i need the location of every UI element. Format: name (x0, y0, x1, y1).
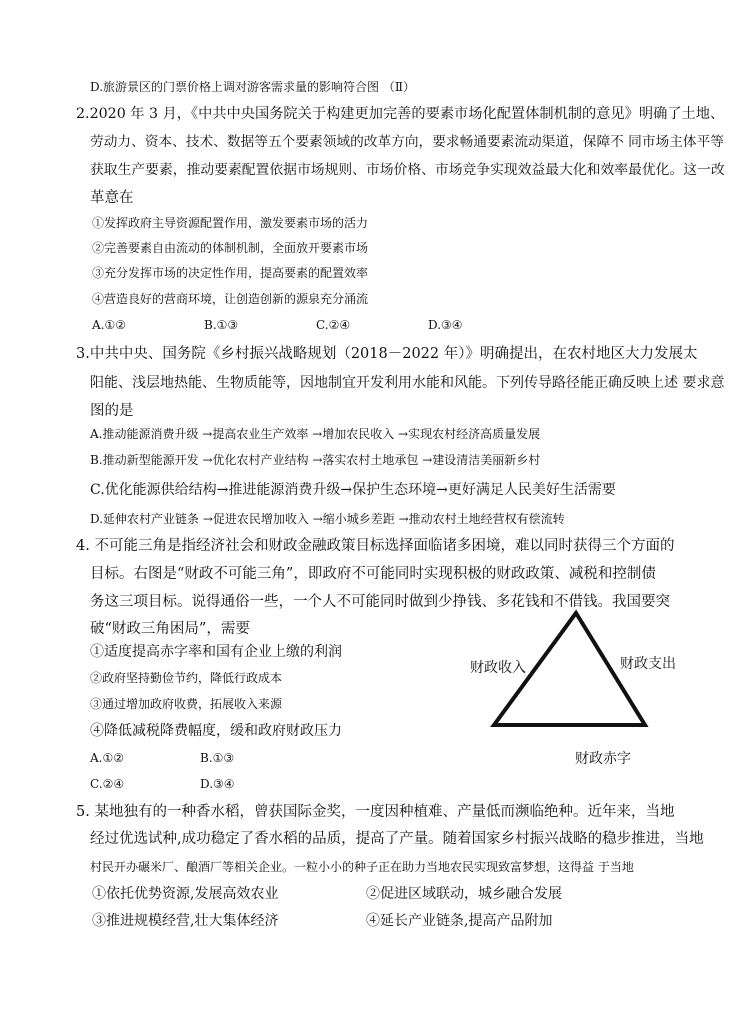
q2-option-a: A.①② (92, 318, 126, 332)
q2-stem-line-4: 革意在 (90, 190, 134, 206)
triangle-label-left: 财政收入 (470, 660, 526, 676)
q4-stem-line-4: 破“财政三角困局”，需要 (90, 621, 250, 637)
q4-item-2: ②政府坚持勤俭节约，降低行政成本 (90, 671, 283, 685)
q4-option-d: D.③④ (200, 777, 235, 791)
q4-option-c: C.②④ (90, 777, 125, 791)
q2-option-b: B.①③ (204, 318, 239, 332)
q4-stem-line-1: 4. 不可能三角是指经济社会和财政金融政策目标选择面临诸多困境，难以同时获得三个方面的 (76, 538, 675, 554)
q2-item-4: ④营造良好的营商环境，让创造创新的源泉充分涌流 (92, 292, 369, 306)
q5-item-1: ①依托优势资源,发展高效农业 (92, 886, 279, 902)
q2-stem-line-2: 劳动力、资本、技术、数据等五个要素领域的改革方向，要求畅通要素流动渠道，保障不 同市场主体平等 (90, 134, 724, 150)
triangle-label-right: 财政支出 (620, 656, 676, 672)
q4-item-1: ①适度提高赤字率和国有企业上缴的利润 (90, 644, 342, 660)
q1-option-d: D.旅游景区的门票价格上调对游客需求量的影响符合图 （Ⅱ） (90, 80, 415, 94)
q3-option-d: D.延伸农村产业链条 →促进农民增加收入 →缩小城乡差距 →推动农村土地经营权有偿流转 (90, 512, 565, 526)
q2-stem-line-3: 获取生产要素，推动要素配置依据市场规则、市场价格、市场竞争实现效益最大化和效率最优化。这一改 (90, 162, 725, 178)
q3-stem-line-2: 阳能、浅层地热能、生物质能等，因地制宜开发利用水能和风能。下列传导路径能正确反映上述 要求意 (90, 375, 725, 391)
q5-stem-line-1: 5. 某地独有的一种香水稻，曾获国际金奖，一度因种植难、产量低而濒临绝种。近年来，当地 (76, 804, 675, 820)
triangle-label-bottom: 财政赤字 (575, 751, 631, 767)
q4-item-4: ④降低减税降费幅度，缓和政府财政压力 (90, 723, 342, 739)
q4-item-3: ③通过增加政府收费，拓展收入来源 (90, 697, 283, 711)
q3-option-a: A.推动能源消费升级 →提高农业生产效率 →增加农民收入 →实现农村经济高质量发展 (90, 427, 541, 441)
q5-stem-line-3: 村民开办碾米厂、酿酒厂等相关企业。一粒小小的种子正在助力当地农民实现致富梦想，这得益 于当地 (90, 860, 634, 874)
q4-stem-line-2: 目标。右图是“财政不可能三角”，即政府不可能同时实现积极的财政政策、减税和控制债 (90, 566, 656, 582)
q2-item-1: ①发挥政府主导资源配置作用，激发要素市场的活力 (92, 216, 369, 230)
q2-item-2: ②完善要素自由流动的体制机制，全面放开要素市场 (92, 241, 369, 255)
q3-stem-line-3: 图的是 (90, 403, 134, 419)
q2-stem-line-1: 2.2020 年 3 月，《中共中央国务院关于构建更加完善的要素市场化配置体制机制的意见》明确了土地、 (76, 106, 725, 122)
q4-stem-line-3: 务这三项目标。说得通俗一些，一个人不可能同时做到少挣钱、多花钱和不借钱。我国要突 (90, 594, 670, 610)
q3-option-c: C.优化能源供给结构→推进能源消费升级→保护生态环境→更好满足人民美好生活需要 (90, 482, 616, 498)
q3-option-b: B.推动新型能源开发 →优化农村产业结构 →落实农村土地承包 →建设清洁美丽新乡村 (90, 453, 541, 467)
q4-option-a: A.①② (90, 751, 124, 765)
q5-item-3: ③推进规模经营,壮大集体经济 (92, 913, 279, 929)
q2-option-c: C.②④ (316, 318, 351, 332)
q2-item-3: ③充分发挥市场的决定性作用，提高要素的配置效率 (92, 266, 369, 280)
q3-stem-line-1: 3.中共中央、国务院《乡村振兴战略规划（2018－2022 年）》明确提出，在农村地区大力发展太 (76, 346, 698, 362)
q5-stem-line-2: 经过优选试种,成功稳定了香水稻的品质，提高了产量。随着国家乡村振兴战略的稳步推进，当地 (90, 831, 704, 847)
q5-item-4: ④延长产业链条,提高产品附加 (366, 913, 553, 929)
q4-option-b: B.①③ (200, 751, 235, 765)
q5-item-2: ②促进区域联动，城乡融合发展 (366, 886, 562, 902)
q2-option-d: D.③④ (428, 318, 463, 332)
